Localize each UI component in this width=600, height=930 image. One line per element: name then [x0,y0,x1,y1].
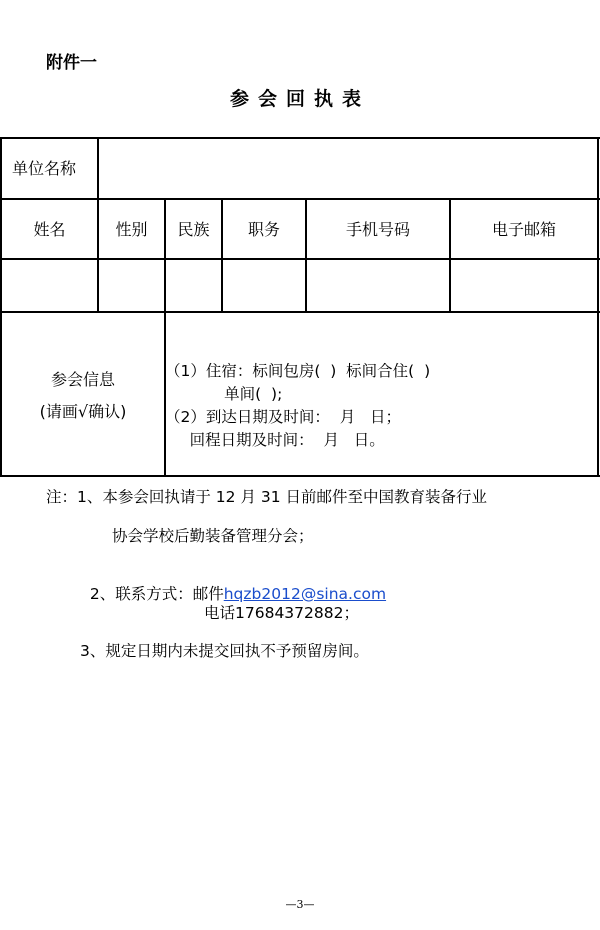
contact-phone: 电话17684372882； [204,604,359,622]
arrival-line: （2）到达日期及时间： 月 日； [165,408,401,426]
contact-label: 2、联系方式：邮件 [89,585,224,603]
page-title: 参会回执表 [229,88,370,110]
attachment-label: 附件一 [46,53,97,73]
info-label: 参会信息 [50,369,115,389]
single-room-line: 单间( ); [165,385,283,403]
unit-name-label: 单位名称 [12,159,77,178]
note-3: 3、规定日期内未提交回执不予预留房间。 [80,642,369,660]
note-2 [80,564,386,604]
note-1-line-2: 协会学校后勤装备管理分会； [112,527,314,545]
info-details [165,360,430,452]
header-phone: 手机号码 [345,220,410,239]
email-link[interactable]: hqzb2012@sina.com [223,585,387,603]
info-confirm-hint: (请画√确认) [39,401,127,421]
note-1-line-1: 注：1、本参会回执请于 12 月 31 日前邮件至中国教育装备行业 [46,488,488,506]
return-line: 回程日期及时间： 月 日。 [165,431,385,449]
lodging-line: （1）住宿：标间包房( ) 标间合住( ) [165,362,431,380]
header-email: 电子邮箱 [491,220,556,239]
page-number: —3— [285,898,315,911]
header-name: 姓名 [33,220,66,239]
header-gender: 性别 [115,220,148,239]
header-ethnicity: 民族 [177,220,210,239]
header-position: 职务 [247,220,280,239]
